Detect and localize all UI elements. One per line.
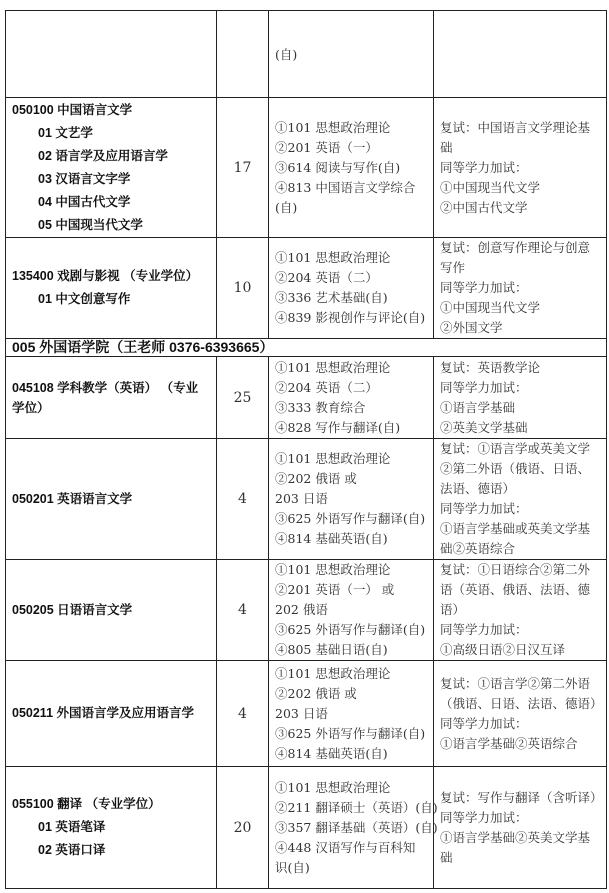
quota-cell: 20: [217, 767, 269, 889]
exam-subjects-cell: ①101 思想政治理论 ②204 英语（二） ③333 教育综合 ④828 写作与翻译(自): [269, 357, 434, 439]
table-row: [6, 98, 607, 238]
major-cell: [6, 238, 217, 339]
major-cell: [6, 357, 217, 439]
major-title: 050211 外国语言学及应用语言学: [12, 706, 194, 720]
table-row: [6, 560, 607, 661]
direction-item: 01 文艺学: [38, 125, 93, 140]
retest-cell: 复试：①语言学②第二外语（俄语、日语、法语、德语） 同等学力加试： ①语言学基础②英语综合: [434, 661, 607, 767]
retest-cell: [434, 11, 607, 98]
exam-subjects-cell: ①101 思想政治理论 ②201 英语（一） 或 202 俄语 ③625 外语写作与翻译(自) ④805 基础日语(自): [269, 560, 434, 661]
major-cell: [6, 560, 217, 661]
retest-cell: 复试：①日语综合②第二外语（英语、俄语、法语、德语） 同等学力加试： ①高级日语②日汉互译: [434, 560, 607, 661]
retest-cell: 复试：中国语言文学理论基础 同等学力加试： ①中国现当代文学 ②中国古代文学: [434, 98, 607, 238]
exam-subjects-cell: ①101 思想政治理论 ②204 英语（二） ③336 艺术基础(自) ④839 影视创作与评论(自): [269, 238, 434, 339]
retest-cell: 复试：英语教学论 同等学力加试： ①语言学基础 ②英美文学基础: [434, 357, 607, 439]
quota-cell: 25: [217, 357, 269, 439]
direction-item: 05 中国现当代文学: [38, 217, 143, 232]
section-header-row: [6, 339, 607, 357]
exam-subjects-cell: (自): [269, 11, 434, 98]
quota-cell: 4: [217, 661, 269, 767]
direction-item: 04 中国古代文学: [38, 194, 131, 209]
major-title: 055100 翻译 （专业学位）: [12, 797, 161, 811]
major-cell: [6, 11, 217, 98]
retest-cell: 复试：①语言学或英美文学②第二外语（俄语、日语、法语、德语） 同等学力加试： ①语言学基础或英美文学基础②英语综合: [434, 439, 607, 560]
quota-cell: 10: [217, 238, 269, 339]
exam-subjects-cell: ①101 思想政治理论 ②201 英语（一） ③614 阅读与写作(自) ④813 中国语言文学综合 (自): [269, 98, 434, 238]
table-row: [6, 357, 607, 439]
direction-item: 02 语言学及应用语言学: [38, 148, 168, 163]
major-cell: [6, 98, 217, 238]
direction-item: 01 中文创意写作: [38, 292, 131, 306]
exam-subjects-cell: ①101 思想政治理论 ②202 俄语 或 203 日语 ③625 外语写作与翻译(自) ④814 基础英语(自): [269, 661, 434, 767]
major-title: 135400 戏剧与影视 （专业学位）: [12, 269, 199, 283]
table-row: [6, 661, 607, 767]
table-row-continuation: [6, 11, 607, 98]
major-title: 050205 日语语言文学: [12, 602, 133, 617]
direction-item: 03 汉语言文字学: [38, 171, 131, 186]
retest-cell: 复试：创意写作理论与创意写作 同等学力加试： ①中国现当代文学 ②外国文学: [434, 238, 607, 339]
department-title: 005 外国语学院（王老师 0376-6393665）: [6, 339, 607, 357]
quota-cell: 17: [217, 98, 269, 238]
table-row: [6, 238, 607, 339]
table-row: [6, 439, 607, 560]
exam-subjects-cell: ①101 思想政治理论 ②211 翻译硕士（英语）(自) ③357 翻译基础（英语）(自) ④448 汉语写作与百科知识(自): [269, 767, 434, 889]
direction-item: 01 英语笔译: [38, 820, 106, 834]
direction-item: 02 英语口译: [38, 843, 106, 857]
retest-cell: 复试：写作与翻译（含听译） 同等学力加试： ①语言学基础②英美文学基础: [434, 767, 607, 889]
quota-cell: [217, 11, 269, 98]
exam-subjects-cell: ①101 思想政治理论 ②202 俄语 或 203 日语 ③625 外语写作与翻译(自) ④814 基础英语(自): [269, 439, 434, 560]
major-cell: [6, 439, 217, 560]
major-cell: [6, 661, 217, 767]
quota-cell: 4: [217, 560, 269, 661]
major-title: 045108 学科教学（英语） （专业学位）: [12, 380, 199, 415]
quota-cell: 4: [217, 439, 269, 560]
major-title: 050201 英语语言文学: [12, 491, 133, 506]
table-row: [6, 767, 607, 889]
admissions-table: [5, 10, 607, 889]
major-cell: [6, 767, 217, 889]
major-title: 050100 中国语言文学: [12, 102, 133, 117]
